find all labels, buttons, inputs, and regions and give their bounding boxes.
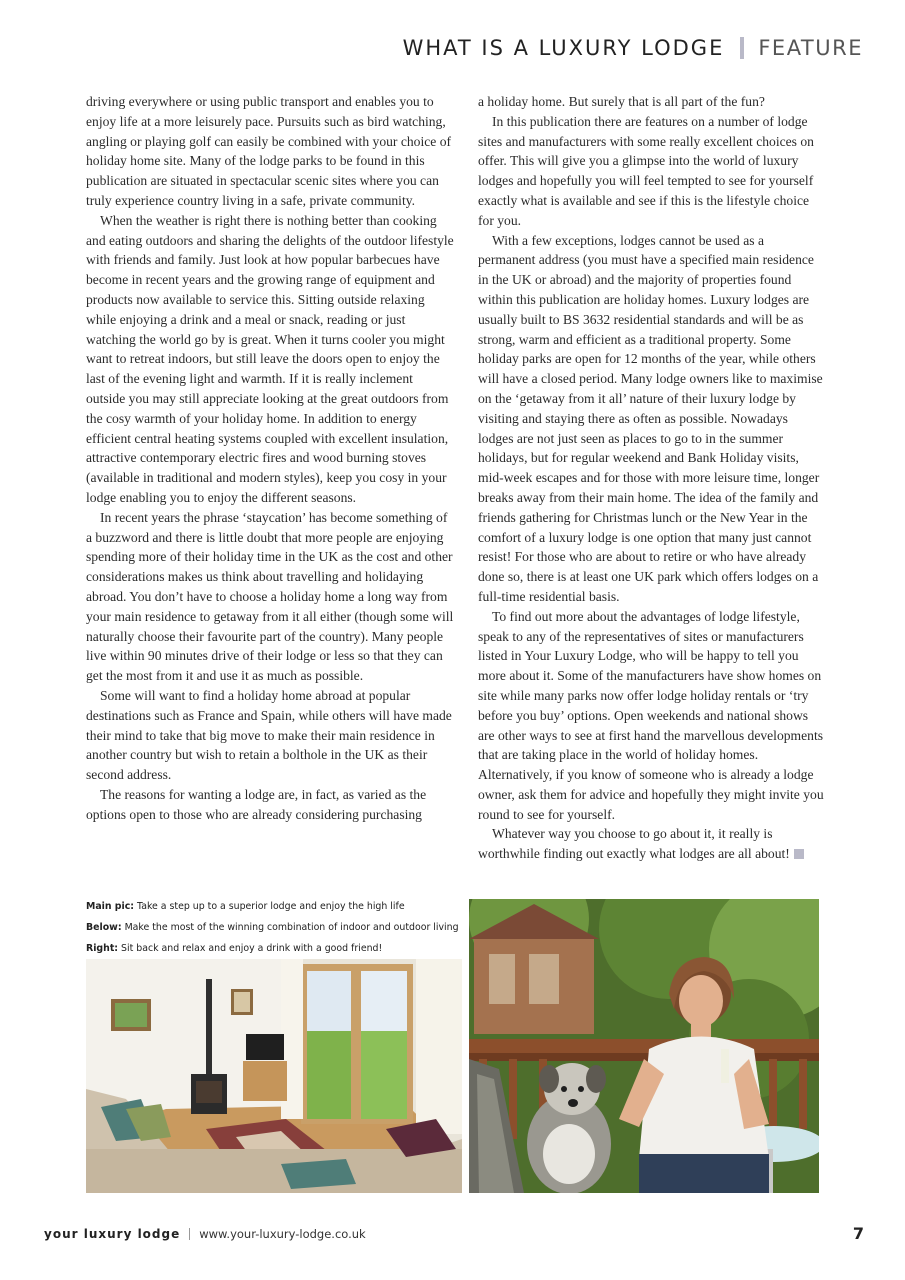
caption-text: Make the most of the winning combination of indoor and outdoor living — [124, 922, 459, 933]
website-link[interactable]: www.your-luxury-lodge.co.uk — [199, 1226, 366, 1241]
footer-divider — [189, 1228, 190, 1240]
article-paragraph: driving everywhere or using public transport and enables you to enjoy life at a more leisurely pace. Pursuits such as bird watching, angling or playing golf can easily be combined with your choice of holiday home site. Many of the lodge parks to be found in this publication are situated in spectacular scenic sites where you can truly experience country living in a safe, private community. — [86, 94, 452, 208]
caption-text: Take a step up to a superior lodge and enjoy the high life — [137, 901, 405, 912]
header-divider — [740, 37, 744, 59]
article-column-left — [86, 92, 454, 824]
caption-label: Below: — [86, 922, 122, 933]
article-column-right — [478, 92, 824, 864]
article-paragraph: When the weather is right there is nothing better than cooking and eating outdoors and sharing the delights of the outdoor lifestyle with friends and family. Just look at how popular barbecues have become in recent years and the growing range of equipment and products now available to service this. Sitting outside relaxing while enjoying a drink and a meal or snack, reading or just watching the world go by is great. When it turns cooler you might want to retreat indoors, but still leave the doors open to enjoy the last of the evening light and warmth. If it is really inclement outside you may still appreciate looking at the great outdoors from the cosy warmth of your holiday home. In addition to energy efficient central heating systems coupled with excellent insulation, attractive contemporary electric fires and wood burning stoves (available in traditional and modern styles), keep you cosy in your lodge enabling you to enjoy the different seasons. — [86, 212, 454, 505]
closing-sentence: Whatever way you choose to go about it, it really is worthwhile finding out exactly what lodges are all about! — [478, 826, 790, 862]
article-paragraph: In recent years the phrase ‘staycation’ has become something of a buzzword and there is little doubt that more people are enjoying spending more of their holiday time in the UK as the cost and other considerations makes us think about travelling and holidaying abroad. You don’t have to choose a holiday home a long way from your main residence to getaway from it all either (though some will naturally choose their favourite part of the country). Many people live within 90 minutes drive of their lodge or less so that they can get the most from it and use it as much as possible. — [86, 509, 454, 684]
article-paragraph: In this publication there are features on a number of lodge sites and manufacturers with some really excellent choices on offer. This will give you a glimpse into the world of luxury lodges and hopefully you will feel tempted to see for yourself exactly what is available and see if this is the lifestyle choice for you. — [478, 113, 814, 228]
section-label: FEATURE — [758, 36, 863, 60]
garden-illustration — [469, 899, 819, 1193]
caption-below — [86, 917, 462, 938]
page-title: WHAT IS A LUXURY LODGE — [402, 36, 725, 60]
caption-label: Right: — [86, 943, 119, 954]
article-paragraph: With a few exceptions, lodges cannot be used as a permanent address (you must have a specified main residence in the UK or abroad) and the majority of properties found within this publication are holiday homes. Luxury lodges are usually built to BS 3632 residential standards and will be as strong, warm and efficient as a traditional property. Some holiday parks are open for 12 months of the year, while others will have a closed period. Many lodge owners like to maximise on the ‘getaway from it all’ nature of their luxury lodge by visiting and staying there as often as possible. Nowadays lodges are not just seen as places to go to in the summer holidays, but for regular weekend and Bank Holiday visits, mid-week escapes and for those with more leisure time, longer breaks away from their main home. The idea of the family and friends gathering for Christmas lunch or the New Year in the comfort of a luxury lodge is one option that many just cannot resist! For those who are about to retire or who have already done so, there is at least one UK park which offers lodges on a full-time residential basis. — [478, 232, 823, 604]
caption-right — [86, 938, 462, 959]
page-header — [403, 36, 863, 60]
caption-text: Sit back and relax and enjoy a drink with a good friend! — [121, 943, 383, 954]
photo-captions — [86, 896, 462, 959]
article-paragraph: The reasons for wanting a lodge are, in fact, as varied as the options open to those who are already considering purchasing — [86, 786, 427, 822]
article-paragraph: To find out more about the advantages of lodge lifestyle, speak to any of the representatives of sites or manufacturers listed in Your Luxury Lodge, who will be happy to tell you more about it. Some of the manufacturers have show homes on site while many parks now offer lodge holiday rentals or ‘try before you buy’ options. Open weekends and national shows are other ways to see at first hand the marvellous developments that are taking place in the world of holiday homes. Alternatively, if you know of someone who is already a lodge owner, ask them for advice and hopefully they might invite you round to see for yourself. — [478, 608, 824, 822]
article-paragraph: Some will want to find a holiday home abroad at popular destinations such as France and Spain, while others will have made their mind to take that big move to make their main residence in another country but wish to retain a bolthole in the UK as their second address. — [86, 687, 452, 783]
page-number: 7 — [852, 1224, 864, 1243]
page-footer — [44, 1224, 864, 1243]
article-paragraph-final — [478, 824, 824, 864]
article-paragraph: a holiday home. But surely that is all part of the fun? — [478, 94, 765, 109]
caption-main — [86, 896, 462, 917]
caption-label: Main pic: — [86, 901, 135, 912]
publication-name: your luxury lodge — [44, 1226, 181, 1241]
garden-photo — [469, 899, 819, 1193]
living-room-photo — [86, 959, 462, 1193]
living-room-illustration — [86, 959, 462, 1193]
end-of-article-mark — [794, 849, 804, 859]
